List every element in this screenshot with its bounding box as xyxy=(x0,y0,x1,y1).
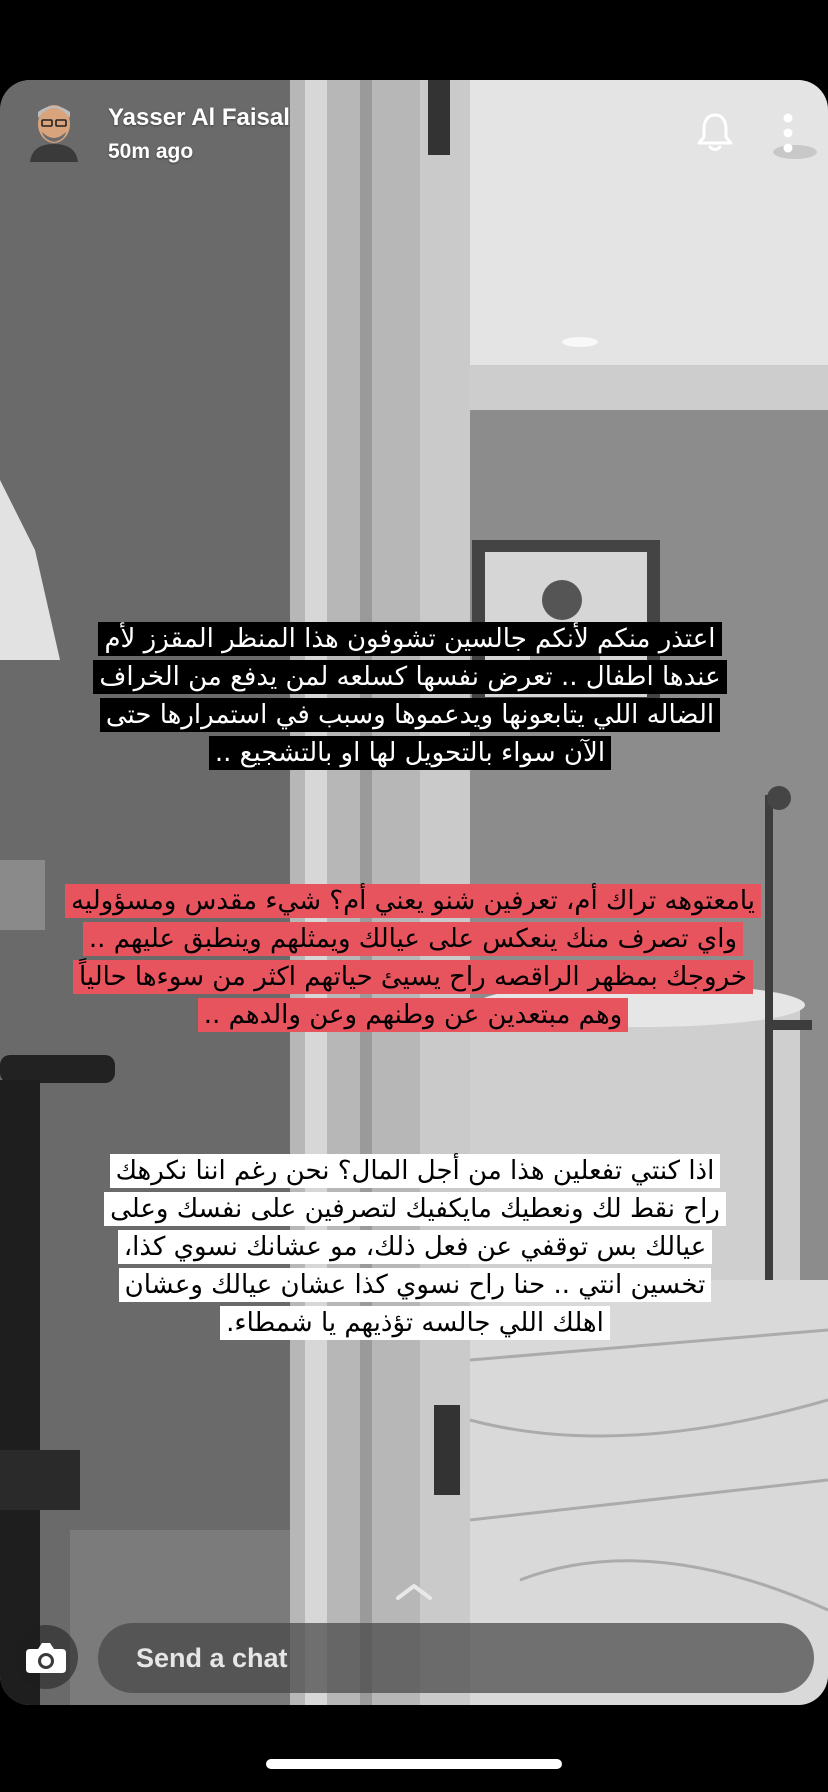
caption-line: وهم مبتعدين عن وطنهم وعن والدهم .. xyxy=(198,998,628,1032)
story-view[interactable] xyxy=(0,80,828,1705)
send-chat-input[interactable] xyxy=(98,1623,814,1693)
caption-line: واي تصرف منك ينعكس على عيالك ويمثلهم وينطبق عليهم .. xyxy=(83,922,743,956)
caption-line: اعتذر منكم لأنكم جالسين تشوفون هذا المنظر المقزز لأم xyxy=(98,622,721,656)
caption-line: راح نقط لك ونعطيك مايكفيك لتصرفين على نفسك وعلى xyxy=(104,1192,726,1226)
caption-black xyxy=(40,620,780,772)
caption-line: عيالك بس توقفي عن فعل ذلك، مو عشانك نسوي كذا، xyxy=(118,1230,713,1264)
chat-placeholder: Send a chat xyxy=(136,1643,288,1673)
caption-line: اهلك اللي جالسه تؤذيهم يا شمطاء. xyxy=(220,1306,610,1340)
caption-line: الآن سواء بالتحويل لها او بالتشجيع .. xyxy=(209,736,611,770)
caption-line: اذا كنتي تفعلين هذا من أجل المال؟ نحن رغم اننا نكرهك xyxy=(110,1154,721,1188)
caption-red xyxy=(40,882,786,1034)
camera-button[interactable] xyxy=(14,1625,78,1689)
caption-line: يامعتوهه تراك أم، تعرفين شنو يعني أم؟ شيء مقدس ومسؤوليه xyxy=(65,884,761,918)
camera-icon xyxy=(14,1625,78,1689)
story-timestamp: 50m ago xyxy=(108,140,194,163)
story-header xyxy=(0,80,828,190)
caption-white xyxy=(50,1152,780,1342)
caption-line: تخسين انتي .. حنا راح نسوي كذا عشان عيالك وعشان xyxy=(119,1268,712,1302)
caption-line: الضاله اللي يتابعونها ويدعموها وسبب في استمرارها حتى xyxy=(100,698,720,732)
home-indicator[interactable] xyxy=(266,1759,562,1769)
caption-line: خروجك بمظهر الراقصه راح يسيئ حياتهم اكثر من سوءها حالياً xyxy=(73,960,753,994)
caption-line: عندها اطفال .. تعرض نفسها كسلعه لمن يدفع من الخراف xyxy=(93,660,726,694)
chevron-up-icon[interactable] xyxy=(392,1580,436,1604)
more-vertical-icon[interactable] xyxy=(776,110,800,160)
story-username[interactable]: Yasser Al Faisal xyxy=(108,104,290,131)
bitmoji-avatar[interactable] xyxy=(28,100,80,162)
bell-icon[interactable] xyxy=(693,110,737,154)
